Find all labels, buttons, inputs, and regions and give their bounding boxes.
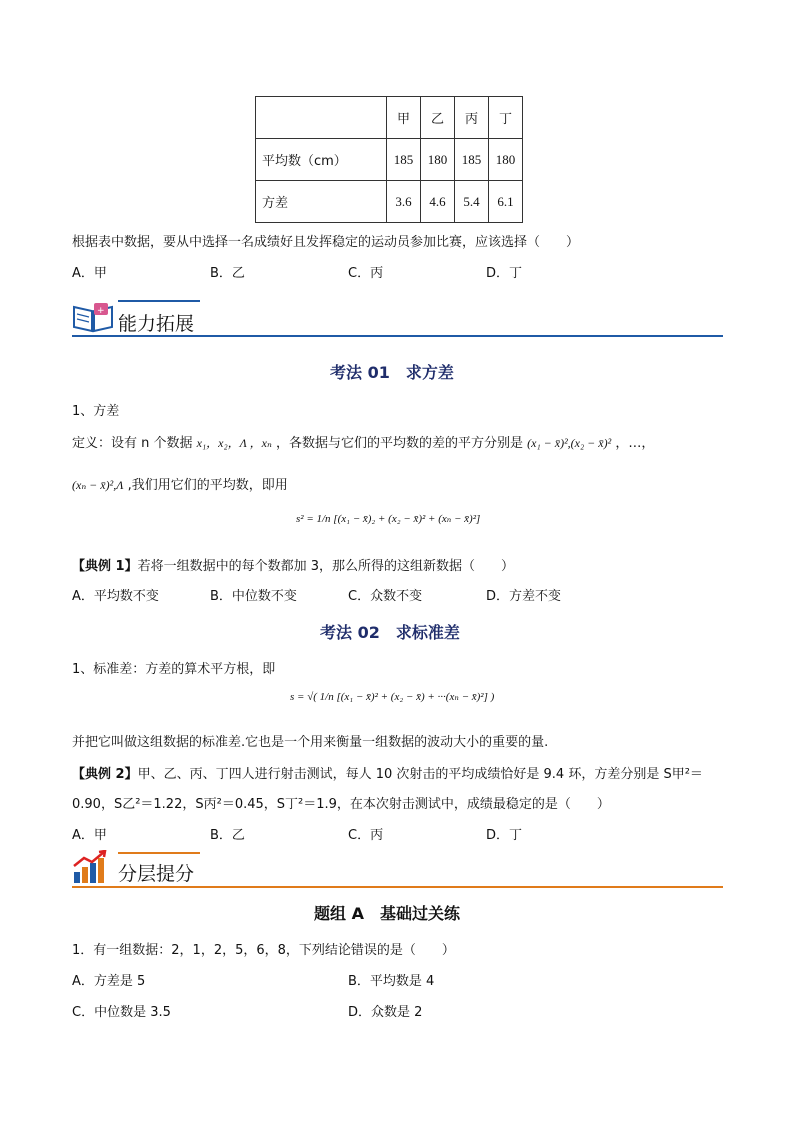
stats-table [255, 96, 523, 223]
table-cell: 185 [455, 139, 489, 181]
definition-text: ，各数据与它们的平均数的差的平方分别是 [276, 436, 524, 451]
banner-title: 分层提分 [118, 863, 195, 885]
option-d: D．方差不变 [486, 589, 562, 604]
std-formula: s = √( 1/n [(x₁ − x̄)² + (x₂ − x̄) + ···(xₙ − x̄)²] ) [290, 691, 495, 703]
banner-accent-line [118, 300, 200, 302]
banner-accent-line [118, 852, 200, 854]
section-title: 考法 01 求方差 [330, 363, 454, 382]
table-header-cell: 丙 [455, 97, 489, 139]
table-cell: 5.4 [455, 181, 489, 223]
option-a: A．甲 [72, 266, 107, 281]
example-2 [72, 763, 703, 782]
option-b: B．乙 [210, 828, 245, 843]
definition-vars: x₁，x₂，Λ ，xₙ [196, 436, 272, 450]
table-header-cell [256, 97, 387, 139]
option-c: C．丙 [348, 266, 384, 281]
section-title: 题组 A 基础过关练 [314, 904, 460, 923]
table-cell: 4.6 [421, 181, 455, 223]
table-row-label: 方差 [256, 181, 387, 223]
option-d: D．众数是 2 [348, 1005, 423, 1020]
definition-dots: ，…， [615, 436, 655, 451]
bar-chart-icon [72, 850, 108, 884]
example-1 [72, 555, 514, 574]
std-note: 并把它叫做这组数据的标准差.它也是一个用来衡量一组数据的波动大小的重要的量. [72, 735, 549, 750]
banner-title: 能力拓展 [118, 313, 195, 335]
svg-text:+: + [97, 306, 105, 316]
definition-math: (xₙ − x̄)²,Λ [72, 478, 124, 492]
example-label: 【典例 2】 [72, 767, 138, 782]
example-2-line-2: 0.90，S乙²＝1.22，S丙²＝0.45，S丁²＝1.9，在本次射击测试中，成绩最稳定的是（ ） [72, 797, 610, 812]
definition-text: 定义：设有 n 个数据 [72, 436, 193, 451]
table-header-row [256, 97, 523, 139]
example-label: 【典例 1】 [72, 559, 138, 574]
variance-formula: s² = 1/n [(x₁ − x̄)₂ + (x₂ − x̄)² + (xₙ − x̄)²] [296, 513, 481, 525]
question-1: 1．有一组数据：2，1，2，5，6，8，下列结论错误的是（ ） [72, 943, 455, 958]
banner-rule [72, 335, 723, 337]
table-cell: 3.6 [387, 181, 421, 223]
table-cell: 180 [489, 139, 523, 181]
definition-line [72, 432, 654, 451]
open-book-icon [72, 299, 114, 335]
option-a: A．甲 [72, 828, 107, 843]
example-text: 甲、乙、丙、丁四人进行射击测试，每人 10 次射击的平均成绩恰好是 9.4 环，方差分别是 S甲²＝ [137, 767, 703, 782]
banner-rule [72, 886, 723, 888]
question-stem: 根据表中数据，要从中选择一名成绩好且发挥稳定的运动员参加比赛，应该选择（ ） [72, 235, 580, 250]
option-c: C．丙 [348, 828, 384, 843]
option-c: C．众数不变 [348, 589, 423, 604]
option-a: A．方差是 5 [72, 974, 146, 989]
example-text: 若将一组数据中的每个数都加 3，那么所得的这组新数据（ ） [137, 559, 514, 574]
table-header-cell: 乙 [421, 97, 455, 139]
table-row [256, 181, 523, 223]
option-c: C．中位数是 3.5 [72, 1005, 171, 1020]
table-row-label: 平均数（cm） [256, 139, 387, 181]
option-d: D．丁 [486, 828, 523, 843]
definition-text: ,我们用它们的平均数，即用 [127, 478, 288, 493]
table-row [256, 139, 523, 181]
table-header-cell: 丁 [489, 97, 523, 139]
section-item: 1、方差 [72, 404, 120, 419]
option-b: B．平均数是 4 [348, 974, 435, 989]
option-a: A．平均数不变 [72, 589, 159, 604]
section-item: 1、标准差：方差的算术平方根，即 [72, 662, 276, 677]
definition-line-2 [72, 474, 288, 493]
table-cell: 185 [387, 139, 421, 181]
option-b: B．乙 [210, 266, 245, 281]
option-d: D．丁 [486, 266, 523, 281]
table-cell: 6.1 [489, 181, 523, 223]
table-cell: 180 [421, 139, 455, 181]
table-header-cell: 甲 [387, 97, 421, 139]
option-b: B．中位数不变 [210, 589, 297, 604]
definition-squares: (x₁ − x̄)²,(x₂ − x̄)² [527, 436, 612, 450]
section-title: 考法 02 求标准差 [320, 623, 460, 642]
